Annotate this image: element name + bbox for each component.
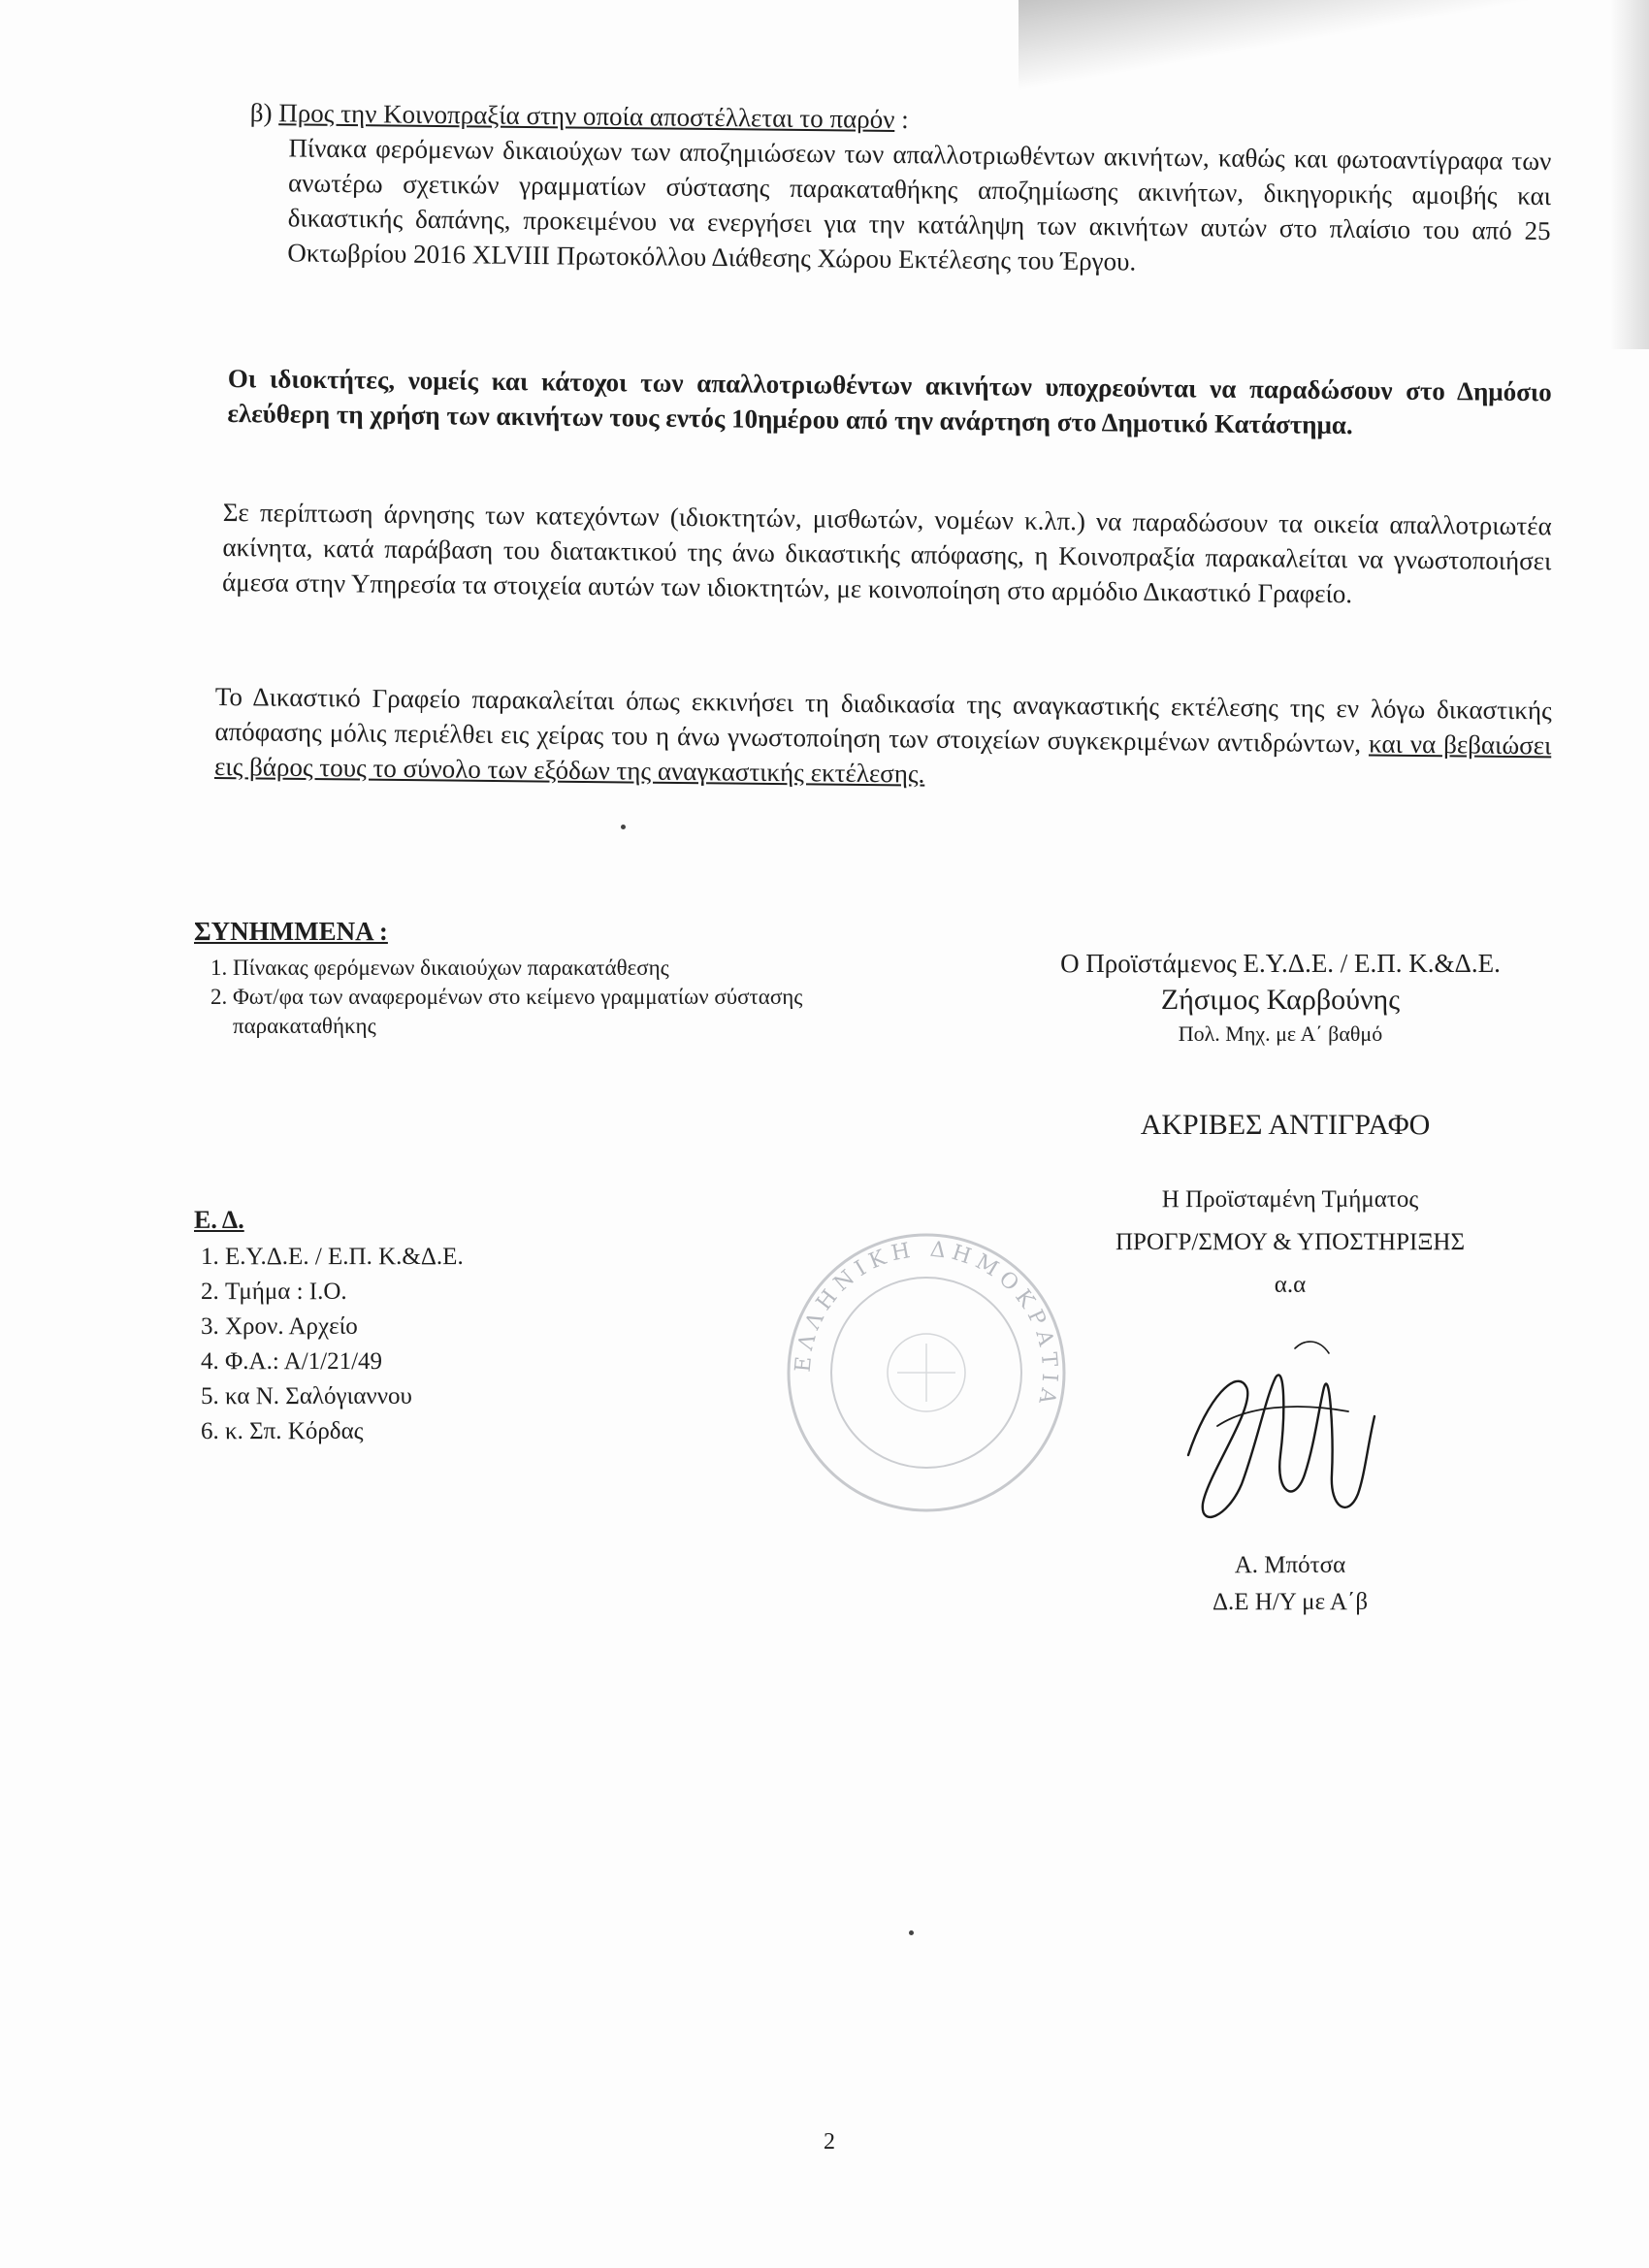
distribution-item: 5. κα Ν. Σαλόγιαννου xyxy=(225,1379,679,1414)
speck xyxy=(621,825,626,829)
distribution-item: 2. Τμήμα : Ι.Ο. xyxy=(225,1275,679,1310)
signer-block xyxy=(970,946,1591,1049)
stamp-cross xyxy=(897,1344,955,1402)
attachment-item: 2. Φωτ/φα των αναφερομένων στο κείμενο γραμματίων σύστασης παρακαταθήκης xyxy=(233,983,873,1041)
page-number: 2 xyxy=(824,2129,835,2155)
signer-bottom-name: Α. Μπότσα xyxy=(1234,1552,1346,1578)
section-b-heading: Προς την Κοινοπραξία στην οποία αποστέλλεται το παρόν xyxy=(278,98,895,134)
refusal-paragraph: Σε περίπτωση άρνησης των κατεχόντων (ιδιοκτητών, μισθωτών, νομέων κ.λπ.) να παραδώσουν τα οικεία απαλλοτριωτέα ακίνητα, κατά παράβαση του διατακτικού της άνω δικαστικής απόφασης, η Κοινοπραξία παρακαλείται να γνωστοποιήσει άμεσα στην Υπηρεσία τα στοιχεία αυτών των ιδιοκτητών, με κοινοποίηση στο αρμόδιο Δικαστικό Γραφείο. xyxy=(221,497,1552,609)
department-line-3: α.α xyxy=(1274,1272,1307,1298)
signer-bottom-block xyxy=(1018,1547,1562,1621)
true-copy-label: ΑΚΡΙΒΕΣ ΑΝΤΙΓΡΑΦΟ xyxy=(1140,1109,1431,1141)
scan-shadow-right xyxy=(1610,0,1649,349)
distribution-item: 1. Ε.Υ.Δ.Ε. / Ε.Π. Κ.&Δ.Ε. xyxy=(225,1240,679,1275)
department-block xyxy=(1009,1179,1571,1307)
section-b-heading-suffix: : xyxy=(894,104,909,135)
distribution-heading: Ε. Δ. xyxy=(194,1206,244,1234)
handwritten-signature xyxy=(1149,1310,1402,1542)
attachment-item: 1. Πίνακας φερόμενων δικαιούχων παρακατάθεσης xyxy=(233,954,873,983)
attachments-heading: ΣΥΝΗΜΜΕΝΑ : xyxy=(194,917,388,946)
signature-stroke-top xyxy=(1295,1342,1329,1353)
court-paragraph xyxy=(214,679,1552,797)
section-b-marker: β) xyxy=(249,97,273,128)
distribution-list xyxy=(194,1240,679,1449)
section-b xyxy=(248,95,1552,283)
owners-notice: Οι ιδιοκτήτες, νομείς και κάτοχοι των απαλλοτριωθέντων ακινήτων υποχρεούνται να παραδώσουν στο Δημόσιο ελεύθερη τη χρήση των ακινήτων τους εντός 10ημέρου από την ανάρτηση στο Δημοτικό Κατάστημα. xyxy=(227,363,1552,440)
signer-bottom-title: Δ.Ε Η/Υ με Α΄β xyxy=(1212,1589,1369,1615)
signer-name: Ζήσιμος Καρβούνης xyxy=(1160,984,1401,1016)
official-stamp xyxy=(781,1227,1072,1518)
signer-title: Πολ. Μηχ. με Α΄ βαθμό xyxy=(1178,1021,1383,1046)
court-paragraph-underlined: και να βεβαιώσει εις βάρος τους το σύνολο των εξόδων της αναγκαστικής εκτέλεσης. xyxy=(213,729,1552,789)
scan-shadow-top xyxy=(1018,0,1649,116)
distribution-item: 4. Φ.Α.: Α/1/21/49 xyxy=(225,1345,679,1379)
distribution-section xyxy=(194,1203,679,1449)
distribution-item: 3. Χρον. Αρχείο xyxy=(225,1310,679,1345)
speck xyxy=(909,1930,914,1935)
stamp-ring-text: ΕΛΛΗΝΙΚΗ ΔΗΜΟΚΡΑΤΙΑ xyxy=(791,1237,1062,1412)
signer-role: Ο Προϊστάμενος Ε.Υ.Δ.Ε. / Ε.Π. Κ.&Δ.Ε. xyxy=(1060,949,1501,978)
attachments-list xyxy=(194,954,873,1041)
court-paragraph-text: Το Δικαστικό Γραφείο παρακαλείται όπως εκκινήσει τη διαδικασία της αναγκαστικής εκτέλεσης της εν λόγω δικαστικής απόφασης μόλις περιέλθει εις χείρας του η άνω γνωστοποίηση των στοιχείων συγκεκριμένων αντιδρώντων, xyxy=(214,681,1552,759)
department-line-1: Η Προϊσταμένη Τμήματος xyxy=(1161,1186,1419,1213)
signature-stroke-main xyxy=(1188,1375,1374,1516)
attachments-section xyxy=(194,917,873,1041)
distribution-item: 6. κ. Σπ. Κόρδας xyxy=(225,1414,679,1449)
department-line-2: ΠΡΟΓΡ/ΣΜΟΥ & ΥΠΟΣΤΗΡΙΞΗΣ xyxy=(1116,1229,1465,1255)
section-b-body: Πίνακα φερόμενων δικαιούχων των αποζημιώσεων των απαλλοτριωθέντων ακινήτων, καθώς και φωτοαντίγραφα των ανωτέρω σχετικών γραμματίων σύστασης παρακαταθήκης αποζημίωσης ακινήτων, δικηγορικής αμοιβής και δικαστικής δαπάνης, προκειμένου να ενεργήσει για την κατάληψη των ακινήτων αυτών στο πλαίσιο του από 25 Οκτωβρίου 2016 XLVIII Πρωτοκόλλου Διάθεσης Χώρου Εκτέλεσης του Έργου. xyxy=(287,133,1552,276)
